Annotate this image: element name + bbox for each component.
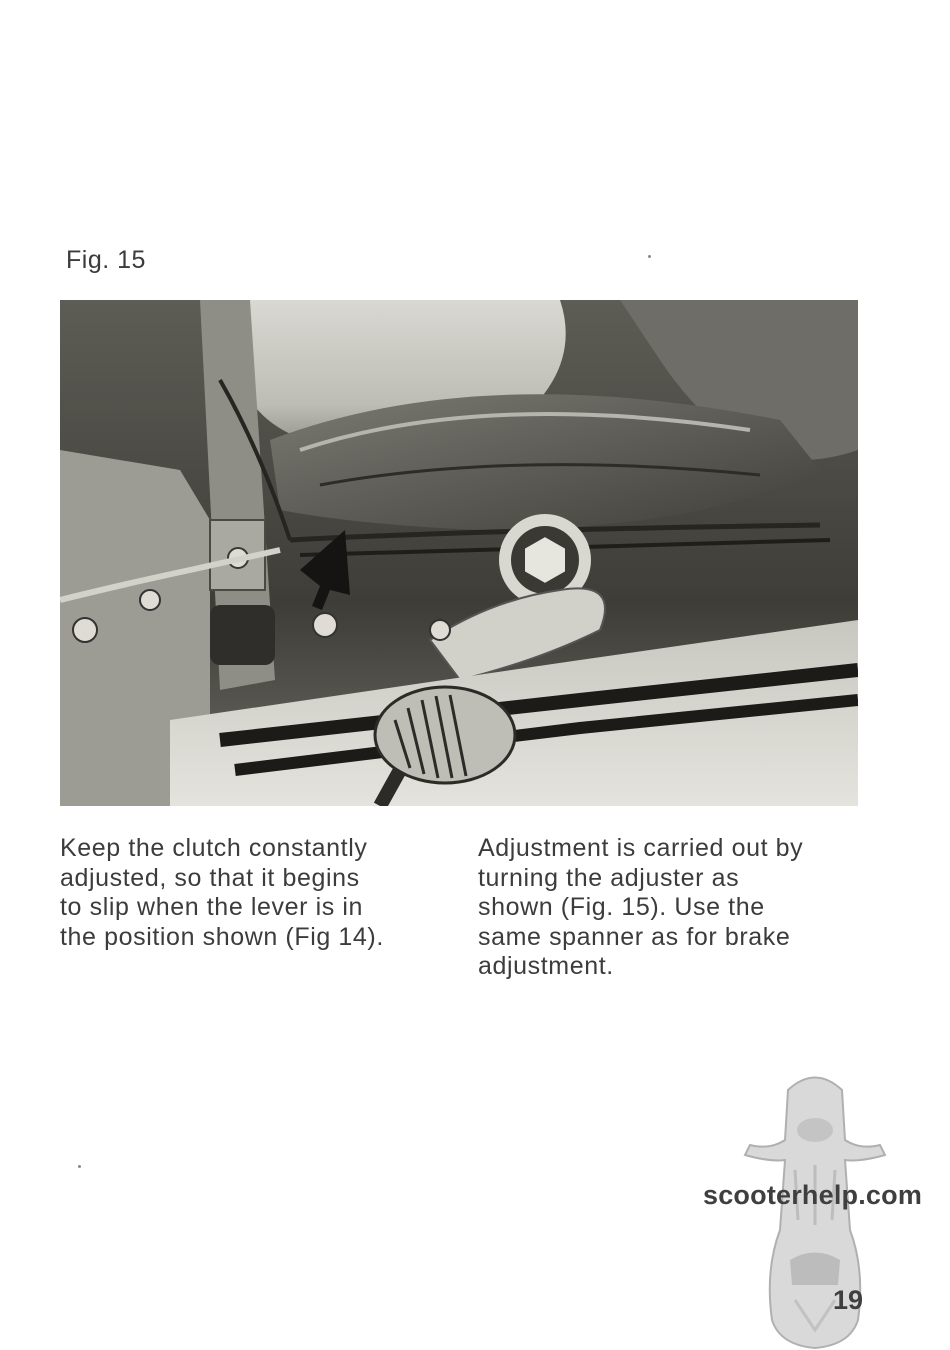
right-line-2: turning the adjuster as [478,863,740,892]
watermark-site: scooterhelp.com [703,1180,923,1210]
page-number: 19 [833,1285,864,1315]
photo-illustration [60,300,858,806]
right-line-3: shown (Fig. 15). Use the [478,893,765,921]
left-line-1: Keep the clutch constantly [60,834,368,862]
left-line-3: to slip when the lever is in [60,893,364,921]
right-line-1: Adjustment is carried out by [478,834,804,862]
print-speck [648,255,651,258]
print-speck [78,1165,81,1168]
clutch-adjuster-photo [60,300,858,806]
figure-label: Fig. 15 [66,246,146,274]
right-line-4: same spanner as for brake [478,922,791,951]
left-line-2: adjusted, so that it begins [60,863,360,892]
left-text-column [60,834,460,952]
right-text-column [478,834,878,982]
right-line-5: adjustment. [478,952,614,980]
left-line-4: the position shown (Fig 14). [60,922,384,951]
